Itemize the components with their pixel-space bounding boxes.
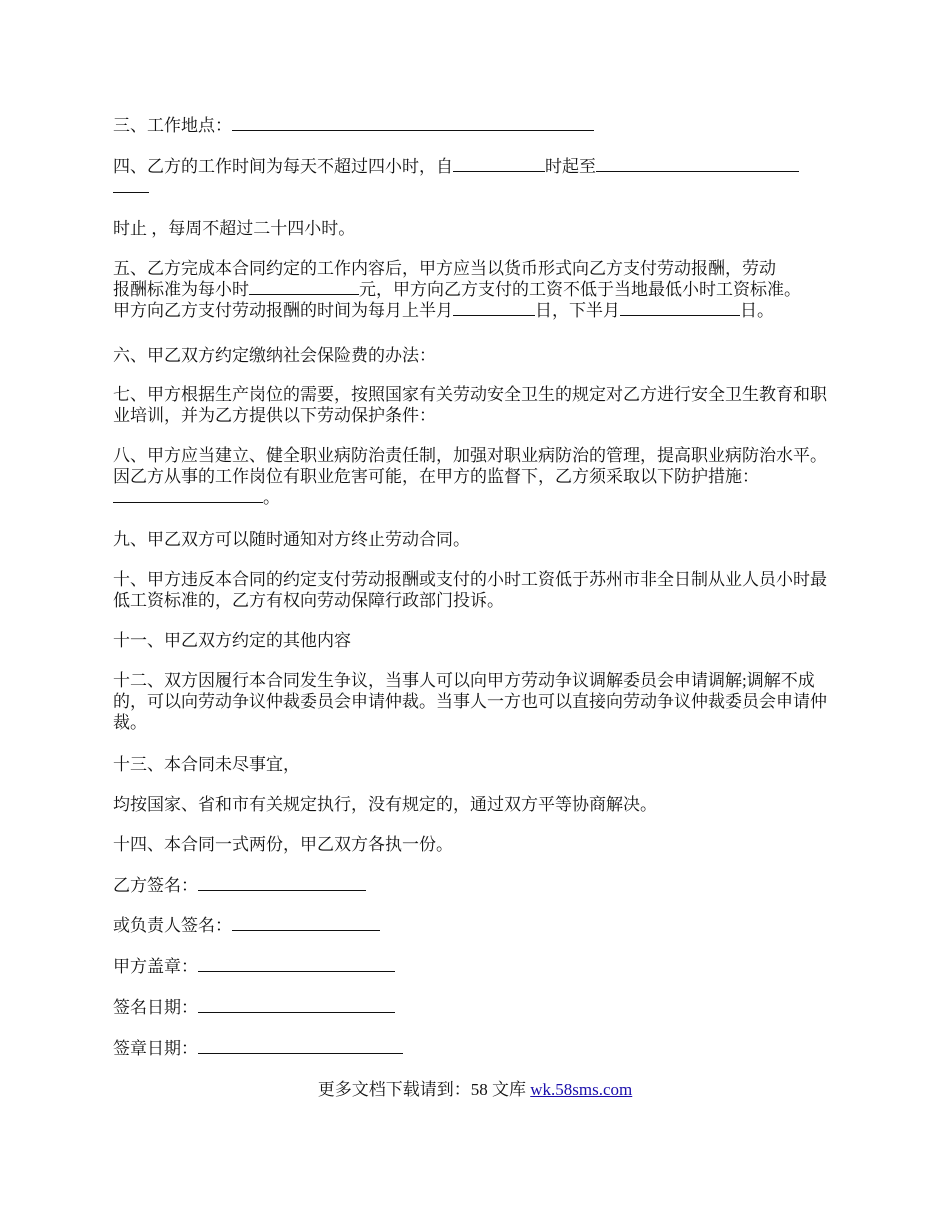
footer-link[interactable]: wk.58sms.com: [530, 1080, 633, 1099]
leader-signature-blank: [232, 915, 380, 931]
party-a-seal-blank: [198, 956, 395, 972]
first-half-day-blank: [453, 300, 535, 316]
second-half-day-blank: [620, 300, 740, 316]
end-hour-blank: [596, 156, 799, 172]
clause-13-cont: 均按国家、省和市有关规定执行，没有规定的，通过双方平等协商解决。: [113, 795, 657, 814]
party-b-signature-blank: [198, 875, 366, 891]
hourly-pay-blank: [249, 279, 359, 295]
seal-date: 签章日期：: [113, 1038, 843, 1059]
clause-4-cont: 时止 ，每周不超过二十四小时。: [113, 219, 356, 238]
clause-10: 十、甲方违反本合同的约定支付劳动报酬或支付的小时工资低于苏州市非全日制从业人员小时最低工资标准的，乙方有权向劳动保障行政部门投诉。: [113, 570, 827, 610]
clause-12: 十二、双方因履行本合同发生争议，当事人可以向甲方劳动争议调解委员会申请调解;调解不成的，可以向劳动争议仲裁委员会申请仲裁。当事人一方也可以直接向劳动争议仲裁委员会申请仲裁。: [113, 671, 827, 732]
seal-date-blank: [198, 1038, 403, 1054]
clause-11: 十一、甲乙双方约定的其他内容: [113, 631, 351, 650]
protection-blank: [113, 487, 263, 503]
clause-8: 八、甲方应当建立、健全职业病防治责任制，加强对职业病防治的管理，提高职业病防治水平。因乙方从事的工作岗位有职业危害可能，在甲方的监督下，乙方须采取以下防护措施：。: [113, 446, 827, 507]
end-hour-blank-cont: [113, 177, 149, 193]
workplace-blank: [232, 115, 594, 131]
clause-4: 四、乙方的工作时间为每天不超过四小时，自 时起至: [113, 156, 843, 198]
start-hour-blank: [453, 156, 545, 172]
clause-9: 九、甲乙双方可以随时通知对方终止劳动合同。: [113, 530, 470, 549]
clause-14: 十四、本合同一式两份，甲乙双方各执一份。: [113, 835, 453, 854]
signature-date-blank: [198, 997, 395, 1013]
footer-text: 更多文档下载请到：58 文库: [317, 1080, 531, 1099]
clause-7: 七、甲方根据生产岗位的需要，按照国家有关劳动安全卫生的规定对乙方进行安全卫生教育和职业培训，并为乙方提供以下劳动保护条件：: [113, 385, 827, 425]
clause-3: 三、工作地点：: [113, 115, 843, 136]
leader-signature: 或负责人签名：: [113, 915, 843, 936]
signature-date: 签名日期：: [113, 997, 843, 1018]
clause-5: 五、乙方完成本合同约定的工作内容后，甲方应当以货币形式向乙方支付劳动报酬，劳动 报酬标准为每小时 元，甲方向乙方支付的工资不低于当地最低小时工资标准。 甲方向乙方支付劳动报酬的时间为每月上半月 日，下半月 日。: [113, 259, 801, 320]
clause-6: 六、甲乙双方约定缴纳社会保险费的办法：: [113, 346, 436, 365]
footer: [0, 1079, 950, 1101]
party-a-seal: 甲方盖章：: [113, 956, 843, 977]
clause-13: 十三、本合同未尽事宜，: [113, 755, 300, 774]
party-b-signature: 乙方签名：: [113, 875, 843, 896]
